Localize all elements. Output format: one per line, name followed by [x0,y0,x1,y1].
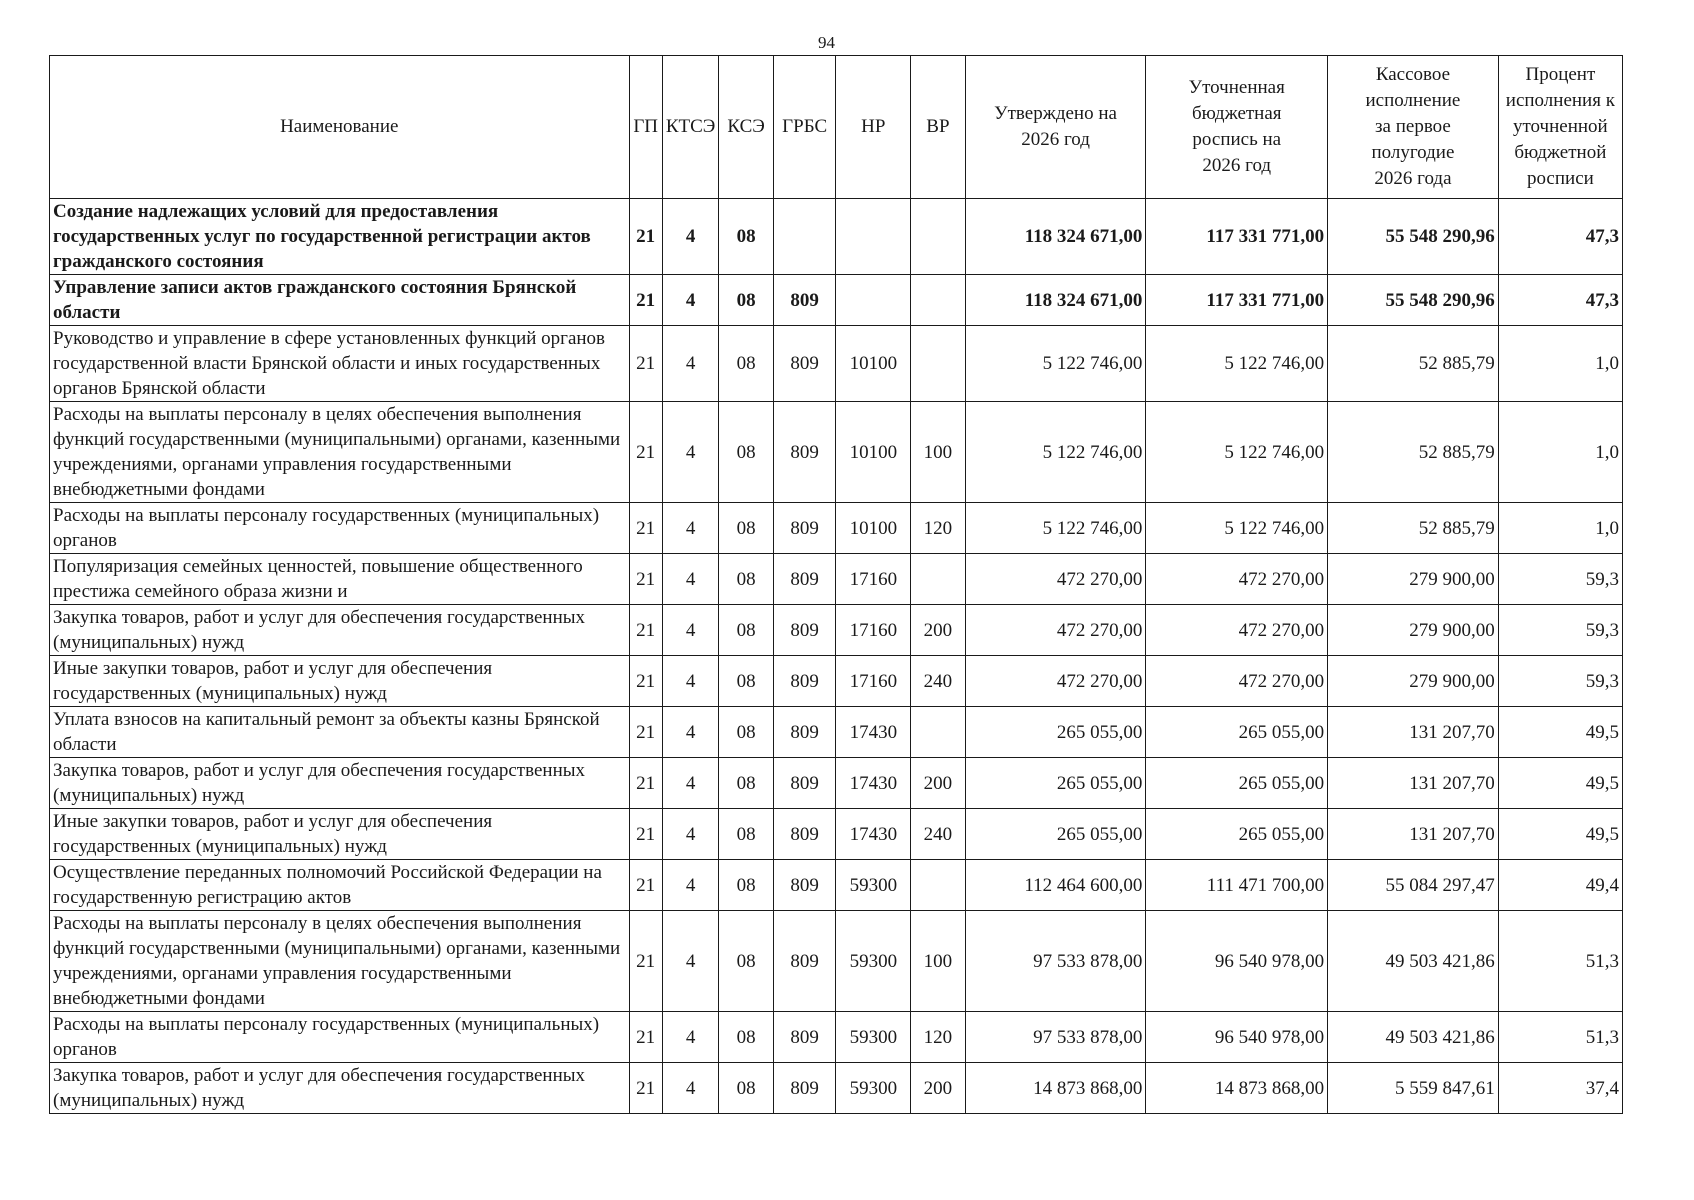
row-refined: 96 540 978,00 [1146,1012,1328,1063]
row-cash: 279 900,00 [1328,656,1499,707]
row-percent: 1,0 [1498,503,1622,554]
row-cash: 49 503 421,86 [1328,911,1499,1012]
row-np: 10100 [836,402,911,503]
row-vr: 200 [911,758,966,809]
row-name: Закупка товаров, работ и услуг для обеспечения государственных (муниципальных) нужд [50,1063,630,1114]
row-ktse: 4 [662,758,719,809]
row-approved: 265 055,00 [965,707,1146,758]
row-np: 17430 [836,758,911,809]
row-np: 17430 [836,707,911,758]
row-ktse: 4 [662,1012,719,1063]
row-cash: 55 548 290,96 [1328,275,1499,326]
row-gp: 21 [629,656,662,707]
row-name: Расходы на выплаты персоналу в целях обеспечения выполнения функций государственными (муниципальными) органами, казенными учреждениями, органами управления государственными внебюджетными фондами [50,402,630,503]
row-grbs: 809 [773,1063,836,1114]
header-kse: КСЭ [719,56,774,199]
row-grbs: 809 [773,554,836,605]
row-ktse: 4 [662,809,719,860]
row-refined: 265 055,00 [1146,758,1328,809]
table-row [50,860,1623,911]
row-grbs: 809 [773,275,836,326]
row-approved: 118 324 671,00 [965,199,1146,275]
row-percent: 1,0 [1498,326,1622,402]
table-row [50,503,1623,554]
row-vr: 240 [911,656,966,707]
row-name: Уплата взносов на капитальный ремонт за объекты казны Брянской области [50,707,630,758]
row-cash: 279 900,00 [1328,605,1499,656]
row-gp: 21 [629,809,662,860]
row-refined: 5 122 746,00 [1146,503,1328,554]
row-ktse: 4 [662,402,719,503]
header-grbs: ГРБС [773,56,836,199]
table-row [50,402,1623,503]
row-gp: 21 [629,605,662,656]
header-gp: ГП [629,56,662,199]
row-ktse: 4 [662,503,719,554]
row-gp: 21 [629,707,662,758]
row-vr [911,199,966,275]
header-percent: Процент исполнения к уточненной бюджетной росписи [1498,56,1622,199]
header-refined: Уточненная бюджетная роспись на 2026 год [1146,56,1328,199]
row-approved: 97 533 878,00 [965,911,1146,1012]
row-kse: 08 [719,707,774,758]
row-vr [911,707,966,758]
row-np: 59300 [836,1012,911,1063]
row-percent: 49,5 [1498,707,1622,758]
row-approved: 14 873 868,00 [965,1063,1146,1114]
header-np: НР [836,56,911,199]
row-kse: 08 [719,199,774,275]
row-percent: 49,5 [1498,809,1622,860]
row-refined: 5 122 746,00 [1146,326,1328,402]
row-name: Популяризация семейных ценностей, повышение общественного престижа семейного образа жизни и [50,554,630,605]
row-gp: 21 [629,326,662,402]
row-percent: 1,0 [1498,402,1622,503]
table-row [50,911,1623,1012]
budget-execution-table [49,55,1623,1114]
row-percent: 37,4 [1498,1063,1622,1114]
table-row [50,656,1623,707]
row-kse: 08 [719,402,774,503]
row-np: 17160 [836,605,911,656]
row-grbs: 809 [773,707,836,758]
table-header-row [50,56,1623,199]
row-refined: 472 270,00 [1146,605,1328,656]
row-name: Иные закупки товаров, работ и услуг для обеспечения государственных (муниципальных) нужд [50,809,630,860]
row-np: 10100 [836,503,911,554]
row-grbs: 809 [773,656,836,707]
row-kse: 08 [719,275,774,326]
row-ktse: 4 [662,199,719,275]
table-row [50,605,1623,656]
row-refined: 265 055,00 [1146,809,1328,860]
row-cash: 52 885,79 [1328,503,1499,554]
table-row [50,326,1623,402]
row-np: 59300 [836,860,911,911]
row-cash: 49 503 421,86 [1328,1012,1499,1063]
row-name: Закупка товаров, работ и услуг для обеспечения государственных (муниципальных) нужд [50,758,630,809]
table-row [50,707,1623,758]
row-gp: 21 [629,402,662,503]
row-np: 17430 [836,809,911,860]
row-vr: 240 [911,809,966,860]
row-np: 10100 [836,326,911,402]
row-approved: 5 122 746,00 [965,402,1146,503]
table-row [50,809,1623,860]
row-ktse: 4 [662,326,719,402]
row-ktse: 4 [662,707,719,758]
row-ktse: 4 [662,911,719,1012]
row-grbs: 809 [773,758,836,809]
row-cash: 55 548 290,96 [1328,199,1499,275]
row-kse: 08 [719,605,774,656]
table-row [50,275,1623,326]
row-vr: 100 [911,911,966,1012]
row-grbs: 809 [773,809,836,860]
header-ktse: КТСЭ [662,56,719,199]
row-name: Создание надлежащих условий для предоставления государственных услуг по государственной регистрации актов гражданского состояния [50,199,630,275]
row-approved: 472 270,00 [965,656,1146,707]
row-percent: 59,3 [1498,554,1622,605]
row-vr [911,860,966,911]
row-approved: 118 324 671,00 [965,275,1146,326]
header-cash: Кассовое исполнение за первое полугодие 2026 года [1328,56,1499,199]
row-ktse: 4 [662,275,719,326]
row-kse: 08 [719,503,774,554]
row-np [836,199,911,275]
row-approved: 265 055,00 [965,758,1146,809]
row-gp: 21 [629,1012,662,1063]
row-approved: 472 270,00 [965,605,1146,656]
row-kse: 08 [719,911,774,1012]
row-grbs: 809 [773,503,836,554]
row-percent: 49,4 [1498,860,1622,911]
table-row [50,554,1623,605]
page-number: 94 [818,33,835,52]
table-row [50,199,1623,275]
row-name: Расходы на выплаты персоналу государственных (муниципальных) органов [50,503,630,554]
row-approved: 97 533 878,00 [965,1012,1146,1063]
row-grbs: 809 [773,1012,836,1063]
row-vr [911,554,966,605]
row-grbs: 809 [773,605,836,656]
row-grbs: 809 [773,860,836,911]
row-np [836,275,911,326]
row-cash: 131 207,70 [1328,809,1499,860]
row-approved: 472 270,00 [965,554,1146,605]
row-percent: 51,3 [1498,911,1622,1012]
row-gp: 21 [629,554,662,605]
row-gp: 21 [629,503,662,554]
row-name: Иные закупки товаров, работ и услуг для обеспечения государственных (муниципальных) нужд [50,656,630,707]
row-kse: 08 [719,860,774,911]
row-np: 17160 [836,554,911,605]
row-grbs: 809 [773,326,836,402]
row-gp: 21 [629,1063,662,1114]
row-approved: 265 055,00 [965,809,1146,860]
row-name: Закупка товаров, работ и услуг для обеспечения государственных (муниципальных) нужд [50,605,630,656]
row-kse: 08 [719,656,774,707]
row-kse: 08 [719,758,774,809]
row-gp: 21 [629,275,662,326]
row-grbs: 809 [773,911,836,1012]
row-vr: 200 [911,605,966,656]
row-np: 59300 [836,911,911,1012]
row-approved: 112 464 600,00 [965,860,1146,911]
row-kse: 08 [719,1063,774,1114]
row-kse: 08 [719,1012,774,1063]
row-vr [911,326,966,402]
row-vr: 120 [911,1012,966,1063]
row-cash: 279 900,00 [1328,554,1499,605]
row-np: 59300 [836,1063,911,1114]
header-name: Наименование [50,56,630,199]
row-name: Руководство и управление в сфере установленных функций органов государственной власти Брянской области и иных государственных органов Брянской области [50,326,630,402]
row-vr: 200 [911,1063,966,1114]
table-row [50,1012,1623,1063]
row-refined: 117 331 771,00 [1146,199,1328,275]
row-ktse: 4 [662,860,719,911]
row-refined: 5 122 746,00 [1146,402,1328,503]
row-cash: 131 207,70 [1328,707,1499,758]
row-vr [911,275,966,326]
row-percent: 59,3 [1498,605,1622,656]
row-percent: 51,3 [1498,1012,1622,1063]
row-percent: 47,3 [1498,199,1622,275]
row-cash: 55 084 297,47 [1328,860,1499,911]
row-refined: 111 471 700,00 [1146,860,1328,911]
row-approved: 5 122 746,00 [965,326,1146,402]
row-refined: 472 270,00 [1146,656,1328,707]
row-percent: 59,3 [1498,656,1622,707]
row-refined: 117 331 771,00 [1146,275,1328,326]
row-refined: 14 873 868,00 [1146,1063,1328,1114]
row-vr: 120 [911,503,966,554]
row-np: 17160 [836,656,911,707]
row-kse: 08 [719,809,774,860]
row-kse: 08 [719,554,774,605]
row-name: Управление записи актов гражданского состояния Брянской области [50,275,630,326]
row-cash: 52 885,79 [1328,402,1499,503]
row-kse: 08 [719,326,774,402]
row-cash: 131 207,70 [1328,758,1499,809]
header-vr: ВР [911,56,966,199]
header-approved: Утверждено на 2026 год [965,56,1146,199]
row-gp: 21 [629,860,662,911]
row-vr: 100 [911,402,966,503]
row-percent: 49,5 [1498,758,1622,809]
row-grbs [773,199,836,275]
table-row [50,758,1623,809]
row-refined: 472 270,00 [1146,554,1328,605]
row-name: Расходы на выплаты персоналу в целях обеспечения выполнения функций государственными (муниципальными) органами, казенными учреждениями, органами управления государственными внебюджетными фондами [50,911,630,1012]
row-ktse: 4 [662,656,719,707]
row-refined: 265 055,00 [1146,707,1328,758]
row-approved: 5 122 746,00 [965,503,1146,554]
row-grbs: 809 [773,402,836,503]
row-refined: 96 540 978,00 [1146,911,1328,1012]
row-cash: 5 559 847,61 [1328,1063,1499,1114]
row-percent: 47,3 [1498,275,1622,326]
row-cash: 52 885,79 [1328,326,1499,402]
table-row [50,1063,1623,1114]
row-gp: 21 [629,758,662,809]
row-name: Осуществление переданных полномочий Российской Федерации на государственную регистрацию актов [50,860,630,911]
row-ktse: 4 [662,1063,719,1114]
row-gp: 21 [629,911,662,1012]
row-gp: 21 [629,199,662,275]
row-name: Расходы на выплаты персоналу государственных (муниципальных) органов [50,1012,630,1063]
row-ktse: 4 [662,605,719,656]
row-ktse: 4 [662,554,719,605]
